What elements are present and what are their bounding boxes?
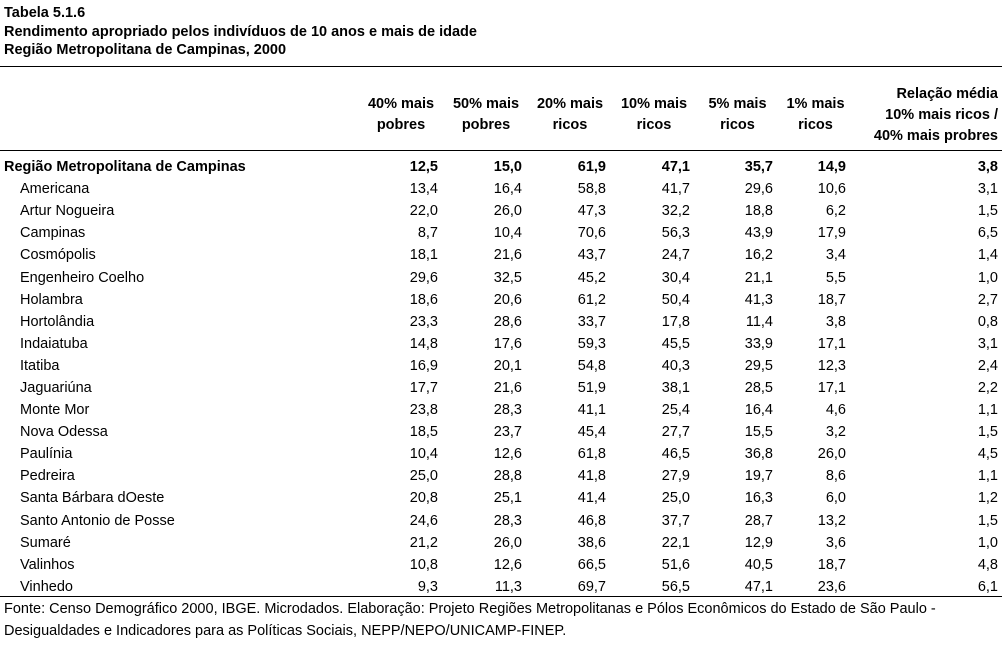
table-row	[0, 510, 1002, 532]
cell-50-poorest: 23,7	[493, 424, 522, 441]
top-rule	[0, 66, 1002, 67]
table-row	[0, 355, 1002, 377]
cell-10-richest: 25,4	[661, 402, 690, 419]
cell-10-richest: 41,7	[661, 181, 690, 198]
cell-1-richest: 5,5	[825, 269, 846, 286]
header-text: 10% mais	[620, 96, 688, 112]
cell-1-richest: 17,1	[817, 335, 846, 352]
cell-ratio: 2,7	[977, 291, 998, 308]
cell-ratio: 0,8	[977, 313, 998, 330]
cell-10-richest: 30,4	[661, 269, 690, 286]
cell-20-richest: 38,6	[577, 534, 606, 551]
cell-5-richest: 47,1	[744, 578, 773, 595]
cell-5-richest: 29,6	[744, 181, 773, 198]
table-row	[0, 244, 1002, 266]
table-row	[0, 399, 1002, 421]
cell-50-poorest: 10,4	[493, 225, 522, 242]
cell-5-richest: 35,7	[744, 159, 773, 176]
table-row	[0, 377, 1002, 399]
cell-1-richest: 23,6	[817, 578, 846, 595]
cell-10-richest: 46,5	[661, 446, 690, 463]
cell-50-poorest: 16,4	[493, 181, 522, 198]
cell-40-poorest: 9,3	[417, 578, 438, 595]
cell-5-richest: 41,3	[744, 291, 773, 308]
header-text: pobres	[461, 117, 511, 133]
cell-5-richest: 16,2	[744, 247, 773, 264]
cell-ratio: 3,8	[977, 159, 998, 176]
cell-10-richest: 38,1	[661, 379, 690, 396]
header-name	[0, 80, 358, 150]
cell-40-poorest: 21,2	[409, 534, 438, 551]
table-subtitle: Região Metropolitana de Campinas, 2000	[4, 42, 287, 58]
cell-10-richest: 45,5	[661, 335, 690, 352]
table-row	[0, 178, 1002, 200]
cell-ratio: 4,5	[977, 446, 998, 463]
cell-ratio: 1,1	[977, 402, 998, 419]
header-text: 40% mais probres	[873, 127, 998, 144]
header-text: pobres	[376, 117, 426, 133]
cell-ratio: 1,5	[977, 203, 998, 220]
cell-20-richest: 41,8	[577, 468, 606, 485]
cell-40-poorest: 16,9	[409, 357, 438, 374]
table-row	[0, 465, 1002, 487]
cell-1-richest: 18,7	[817, 556, 846, 573]
cell-40-poorest: 8,7	[417, 225, 438, 242]
row-name: Campinas	[20, 225, 86, 242]
cell-ratio: 2,4	[977, 357, 998, 374]
cell-20-richest: 61,9	[577, 159, 606, 176]
table-title-block	[4, 4, 477, 60]
row-name: Sumaré	[20, 534, 71, 551]
header-1-richest	[779, 80, 852, 150]
table-row	[0, 487, 1002, 509]
cell-40-poorest: 22,0	[409, 203, 438, 220]
row-name: Monte Mor	[20, 402, 90, 419]
cell-10-richest: 40,3	[661, 357, 690, 374]
cell-50-poorest: 11,3	[494, 578, 522, 595]
cell-50-poorest: 28,6	[493, 313, 522, 330]
cell-20-richest: 47,3	[577, 203, 606, 220]
header-50-poorest	[444, 80, 528, 150]
cell-20-richest: 59,3	[577, 335, 606, 352]
cell-20-richest: 46,8	[577, 512, 606, 529]
table-row	[0, 333, 1002, 355]
row-name: Nova Odessa	[20, 424, 108, 441]
total-row	[0, 156, 1002, 178]
cell-40-poorest: 24,6	[409, 512, 438, 529]
header-5-richest	[696, 80, 779, 150]
cell-50-poorest: 20,1	[493, 357, 522, 374]
cell-20-richest: 41,4	[577, 490, 606, 507]
cell-1-richest: 3,8	[825, 313, 846, 330]
row-name: Hortolândia	[20, 313, 95, 330]
cell-50-poorest: 12,6	[493, 556, 522, 573]
cell-10-richest: 25,0	[661, 490, 690, 507]
row-name: Santo Antonio de Posse	[20, 512, 175, 529]
cell-50-poorest: 17,6	[493, 335, 522, 352]
cell-5-richest: 16,3	[744, 490, 773, 507]
header-text: 10% mais ricos /	[885, 106, 998, 123]
cell-5-richest: 18,8	[744, 203, 773, 220]
table-row	[0, 554, 1002, 576]
cell-40-poorest: 20,8	[409, 490, 438, 507]
cell-40-poorest: 14,8	[409, 335, 438, 352]
row-name: Holambra	[20, 291, 83, 308]
row-name: Região Metropolitana de Campinas	[4, 159, 246, 176]
cell-50-poorest: 15,0	[493, 159, 522, 176]
cell-ratio: 1,0	[977, 269, 998, 286]
cell-ratio: 2,2	[977, 379, 998, 396]
cell-10-richest: 22,1	[661, 534, 690, 551]
cell-50-poorest: 21,6	[493, 247, 522, 264]
row-name: Americana	[20, 181, 90, 198]
cell-40-poorest: 10,8	[409, 556, 438, 573]
cell-1-richest: 8,6	[825, 468, 846, 485]
cell-50-poorest: 21,6	[493, 379, 522, 396]
cell-10-richest: 47,1	[661, 159, 690, 176]
income-table	[0, 80, 1002, 598]
cell-ratio: 6,5	[977, 225, 998, 242]
cell-10-richest: 56,3	[661, 225, 690, 242]
cell-40-poorest: 25,0	[409, 468, 438, 485]
source-note: Fonte: Censo Demográfico 2000, IBGE. Microdados. Elaboração: Projeto Regiões Metropolitanas e Pólos Econômicos do Estado de São Paulo - Desigualdades e Indicadores para as Políticas Sociais, NEPP/NEPO/UNICAMP-FINEP.	[4, 601, 936, 639]
cell-40-poorest: 29,6	[409, 269, 438, 286]
cell-1-richest: 17,9	[817, 225, 846, 242]
row-name: Artur Nogueira	[20, 203, 115, 220]
cell-1-richest: 13,2	[817, 512, 846, 529]
cell-20-richest: 61,2	[577, 291, 606, 308]
table-row	[0, 576, 1002, 598]
cell-5-richest: 33,9	[744, 335, 773, 352]
cell-1-richest: 3,6	[825, 534, 846, 551]
cell-5-richest: 43,9	[744, 225, 773, 242]
cell-20-richest: 69,7	[577, 578, 606, 595]
row-name: Itatiba	[20, 357, 60, 374]
header-text: 1% mais	[786, 96, 845, 112]
cell-5-richest: 40,5	[744, 556, 773, 573]
cell-5-richest: 29,5	[744, 357, 773, 374]
cell-5-richest: 15,5	[744, 424, 773, 441]
cell-50-poorest: 12,6	[493, 446, 522, 463]
header-text: 5% mais	[708, 96, 767, 112]
cell-50-poorest: 20,6	[493, 291, 522, 308]
header-text: 50% mais	[452, 96, 520, 112]
cell-40-poorest: 18,6	[409, 291, 438, 308]
table-row	[0, 266, 1002, 288]
cell-40-poorest: 23,3	[409, 313, 438, 330]
header-40-poorest	[358, 80, 444, 150]
row-name: Paulínia	[20, 446, 73, 463]
cell-20-richest: 43,7	[577, 247, 606, 264]
cell-1-richest: 17,1	[817, 379, 846, 396]
cell-50-poorest: 32,5	[493, 269, 522, 286]
table-row	[0, 532, 1002, 554]
header-text: Relação média	[896, 85, 998, 102]
cell-40-poorest: 10,4	[409, 446, 438, 463]
cell-10-richest: 27,9	[661, 468, 690, 485]
cell-ratio: 1,2	[977, 490, 998, 507]
cell-1-richest: 14,9	[817, 159, 846, 176]
header-text: ricos	[636, 117, 672, 133]
table-row	[0, 200, 1002, 222]
header-text: ricos	[720, 117, 755, 133]
cell-1-richest: 12,3	[817, 357, 846, 374]
cell-5-richest: 28,7	[744, 512, 773, 529]
cell-1-richest: 18,7	[817, 291, 846, 308]
cell-ratio: 1,1	[977, 468, 998, 485]
cell-50-poorest: 26,0	[493, 203, 522, 220]
header-text: ricos	[552, 117, 588, 133]
cell-ratio: 4,8	[977, 556, 998, 573]
header-row	[0, 80, 1002, 150]
row-name: Santa Bárbara dOeste	[20, 490, 165, 507]
cell-ratio: 6,1	[977, 578, 998, 595]
header-10-richest	[612, 80, 696, 150]
cell-1-richest: 6,0	[825, 490, 846, 507]
row-name: Indaiatuba	[20, 335, 88, 352]
header-20-richest	[528, 80, 612, 150]
cell-50-poorest: 28,3	[493, 402, 522, 419]
cell-5-richest: 21,1	[744, 269, 773, 286]
cell-ratio: 3,1	[977, 335, 998, 352]
cell-40-poorest: 18,5	[409, 424, 438, 441]
cell-5-richest: 28,5	[744, 379, 773, 396]
cell-50-poorest: 26,0	[493, 534, 522, 551]
table-row	[0, 311, 1002, 333]
cell-50-poorest: 28,3	[493, 512, 522, 529]
cell-10-richest: 24,7	[661, 247, 690, 264]
cell-10-richest: 17,8	[661, 313, 690, 330]
cell-20-richest: 61,8	[577, 446, 606, 463]
cell-20-richest: 33,7	[577, 313, 606, 330]
cell-1-richest: 3,2	[825, 424, 846, 441]
cell-20-richest: 41,1	[577, 402, 606, 419]
cell-40-poorest: 12,5	[409, 159, 438, 176]
header-text: 40% mais	[367, 96, 435, 112]
header-ratio	[852, 80, 1002, 150]
cell-40-poorest: 13,4	[409, 181, 438, 198]
cell-ratio: 1,0	[977, 534, 998, 551]
row-name: Jaguariúna	[20, 379, 92, 396]
header-text: ricos	[798, 117, 833, 133]
cell-50-poorest: 25,1	[493, 490, 522, 507]
cell-20-richest: 70,6	[577, 225, 606, 242]
cell-ratio: 1,5	[977, 512, 998, 529]
row-name: Cosmópolis	[20, 247, 96, 264]
cell-1-richest: 26,0	[817, 446, 846, 463]
cell-5-richest: 11,4	[745, 313, 773, 330]
cell-1-richest: 10,6	[817, 181, 846, 198]
cell-20-richest: 45,2	[577, 269, 606, 286]
cell-20-richest: 45,4	[577, 424, 606, 441]
cell-5-richest: 36,8	[744, 446, 773, 463]
cell-40-poorest: 18,1	[409, 247, 438, 264]
cell-10-richest: 50,4	[661, 291, 690, 308]
row-name: Engenheiro Coelho	[20, 269, 145, 286]
table-title: Rendimento apropriado pelos indivíduos de 10 anos e mais de idade	[4, 23, 477, 40]
cell-5-richest: 16,4	[744, 402, 773, 419]
cell-ratio: 3,1	[977, 181, 998, 198]
cell-20-richest: 51,9	[577, 379, 606, 396]
cell-ratio: 1,5	[977, 424, 998, 441]
table-row	[0, 222, 1002, 244]
cell-5-richest: 19,7	[744, 468, 773, 485]
table-row	[0, 421, 1002, 443]
cell-10-richest: 27,7	[661, 424, 690, 441]
row-name: Pedreira	[20, 468, 75, 485]
header-text: 20% mais	[536, 96, 604, 112]
table-number: Tabela 5.1.6	[4, 5, 86, 21]
row-name: Vinhedo	[20, 578, 73, 595]
cell-10-richest: 37,7	[661, 512, 690, 529]
cell-40-poorest: 23,8	[409, 402, 438, 419]
table-row	[0, 443, 1002, 465]
cell-1-richest: 3,4	[825, 247, 846, 264]
cell-1-richest: 4,6	[825, 402, 846, 419]
row-name: Valinhos	[20, 556, 75, 573]
cell-20-richest: 54,8	[577, 357, 606, 374]
cell-50-poorest: 28,8	[493, 468, 522, 485]
cell-10-richest: 51,6	[661, 556, 690, 573]
cell-40-poorest: 17,7	[409, 379, 438, 396]
table-row	[0, 289, 1002, 311]
cell-20-richest: 66,5	[577, 556, 606, 573]
cell-1-richest: 6,2	[825, 203, 846, 220]
cell-10-richest: 32,2	[661, 203, 690, 220]
cell-20-richest: 58,8	[577, 181, 606, 198]
cell-ratio: 1,4	[977, 247, 998, 264]
cell-5-richest: 12,9	[744, 534, 773, 551]
cell-10-richest: 56,5	[661, 578, 690, 595]
